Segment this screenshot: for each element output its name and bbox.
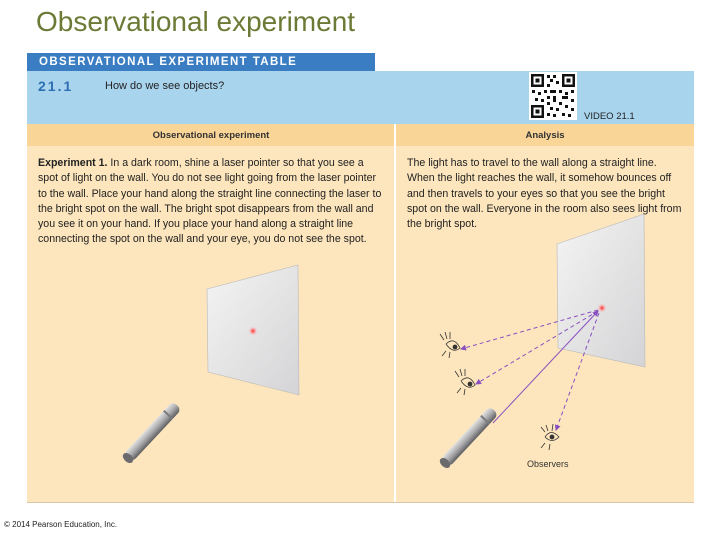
observational-experiment-header: Observational experiment — [152, 130, 270, 141]
laser-pointer-right — [438, 406, 499, 470]
eye-icon-2 — [455, 369, 475, 395]
right-figure — [438, 214, 645, 470]
laser-pointer — [121, 401, 182, 465]
experiment-lead: Experiment 1. — [38, 157, 108, 169]
observers-label: Observers — [527, 459, 569, 469]
experiment-text: In a dark room, shine a laser pointer so that you see a spot of light on the wall. You do not see light going from the laser pointer to the wall. Place your hand along the straight line connecting the laser to the bright spot on the wall. The bright spot disappears from the wall and you see it on your hand. If you place your hand along a straight line connecting the spot on the wall and your eye, you do not see the spot. — [38, 157, 382, 246]
experiment-question: How do we see objects? — [105, 80, 225, 92]
slide-title: Observational experiment — [36, 6, 356, 37]
experiment-number: 21.1 — [38, 78, 74, 94]
laser-beam — [493, 311, 598, 423]
laser-spot — [249, 327, 258, 336]
wall-panel-right — [557, 214, 645, 367]
table-tab: OBSERVATIONAL EXPERIMENT TABLE — [27, 53, 375, 71]
left-figure — [121, 265, 299, 465]
eye-icon — [440, 332, 460, 358]
analysis-header: Analysis — [525, 130, 565, 141]
analysis-text: The light has to travel to the wall along a straight line. When the light reaches the wall, it somehow bounces off and then travels to your eyes so that you see the bright spot on the wall. Everyone in the room also sees light from the bright spot. — [407, 157, 682, 231]
laser-spot-right — [598, 304, 607, 313]
copyright-footer: © 2014 Pearson Education, Inc. — [4, 520, 118, 529]
video-label[interactable]: VIDEO 21.1 — [584, 111, 635, 122]
